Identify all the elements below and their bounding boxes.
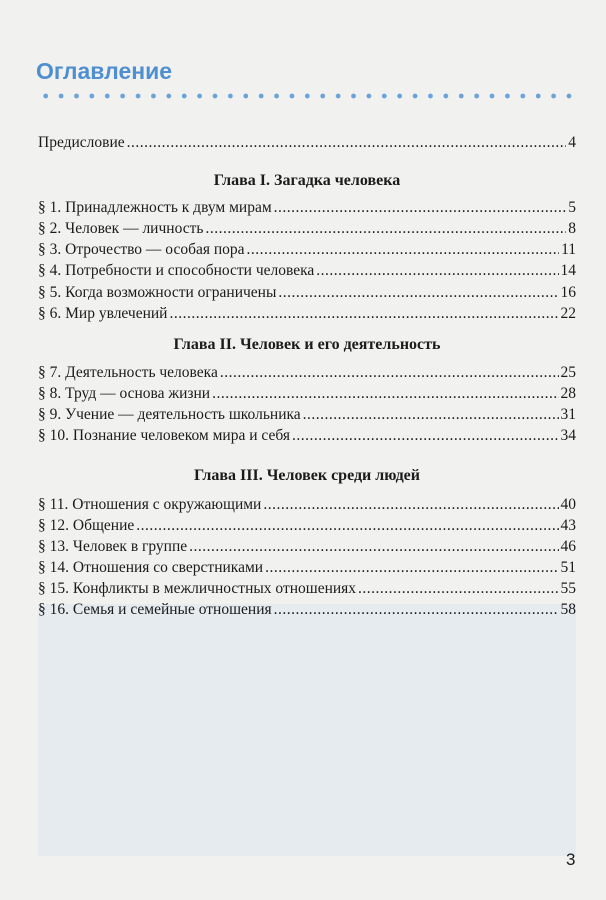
- toc-entry[interactable]: [38, 496, 576, 514]
- toc-entry-page: 14: [560, 262, 576, 279]
- dot-leader: [358, 580, 558, 598]
- toc-entry-page: 22: [560, 305, 576, 322]
- toc-entry-label: § 2. Человек — личность: [38, 220, 204, 237]
- dot-leader: [274, 199, 567, 217]
- toc-entry-label: § 13. Человек в группе: [38, 538, 188, 555]
- toc-entry-label: § 14. Отношения со сверстниками: [38, 559, 264, 576]
- toc-entry[interactable]: [38, 220, 576, 238]
- toc-entry-page: 16: [560, 284, 576, 301]
- toc-entry-label: § 10. Познание человеком мира и себя: [38, 427, 290, 444]
- toc-entry-page: 11: [561, 241, 576, 258]
- chapter-heading: Глава II. Человек и его деятельность: [173, 336, 441, 353]
- chapter-heading: Глава I. Загадка человека: [213, 172, 401, 189]
- toc-entry[interactable]: [38, 427, 576, 445]
- toc-entry-page: 25: [560, 364, 576, 381]
- dot-leader: [189, 538, 558, 556]
- dot-leader: [205, 220, 566, 238]
- toc-entry-page: 8: [568, 220, 576, 237]
- dot-leader: [169, 305, 558, 323]
- toc-entry[interactable]: [38, 262, 576, 280]
- toc-entry[interactable]: [38, 580, 576, 598]
- dotted-divider: [38, 93, 576, 99]
- toc-entry-label: § 5. Когда возможности ограничены: [38, 284, 277, 301]
- toc-entry[interactable]: [38, 241, 576, 259]
- toc-entry-preface[interactable]: [38, 134, 576, 152]
- dot-leader: [265, 559, 558, 577]
- toc-entry-label: Предисловие: [38, 134, 125, 151]
- dot-leader: [220, 364, 559, 382]
- toc-entry-label: § 7. Деятельность человека: [38, 364, 218, 381]
- toc-entry-label: § 9. Учение — деятельность школьника: [38, 406, 301, 423]
- toc-entry-page: 51: [560, 559, 576, 576]
- toc-entry[interactable]: [38, 284, 576, 302]
- toc-entry-page: 31: [560, 406, 576, 423]
- dot-leader: [274, 601, 559, 619]
- toc-entry-label: § 11. Отношения с окружающими: [38, 496, 262, 513]
- toc-entry-label: § 4. Потребности и способности человека: [38, 262, 315, 279]
- toc-entry-page: 28: [560, 385, 576, 402]
- toc-entry-label: § 12. Общение: [38, 517, 135, 534]
- dot-leader: [263, 496, 558, 514]
- toc-entry[interactable]: [38, 559, 576, 577]
- page-number: 3: [566, 850, 576, 869]
- toc-entry-label: § 8. Труд — основа жизни: [38, 385, 211, 402]
- toc-entry-page: 58: [560, 601, 576, 618]
- toc-entry-label: § 6. Мир увлечений: [38, 305, 168, 322]
- toc-entry[interactable]: [38, 601, 576, 619]
- dot-leader: [292, 427, 559, 445]
- toc-entry[interactable]: [38, 517, 576, 535]
- toc-entry-page: 4: [568, 134, 576, 151]
- dot-leader: [212, 385, 558, 403]
- dot-leader: [136, 517, 558, 535]
- background-panel: [38, 604, 576, 856]
- dot-leader: [127, 134, 567, 152]
- toc-entry[interactable]: [38, 364, 576, 382]
- toc-entry-page: 5: [568, 199, 576, 216]
- toc-entry[interactable]: [38, 199, 576, 217]
- toc-entry-label: § 15. Конфликты в межличностных отношениях: [38, 580, 357, 597]
- toc-entry-label: § 1. Принадлежность к двум мирам: [38, 199, 272, 216]
- chapter-heading: Глава III. Человек среди людей: [194, 467, 420, 484]
- toc-entry-page: 40: [560, 496, 576, 513]
- toc-entry[interactable]: [38, 538, 576, 556]
- toc-entry-page: 43: [560, 517, 576, 534]
- page-title: Оглавление: [36, 58, 173, 84]
- toc-entry[interactable]: [38, 305, 576, 323]
- toc-entry[interactable]: [38, 406, 576, 424]
- dot-leader: [303, 406, 559, 424]
- toc-entry-page: 55: [560, 580, 576, 597]
- toc-entry-label: § 16. Семья и семейные отношения: [38, 601, 272, 618]
- toc-entry-page: 34: [560, 427, 576, 444]
- toc-entry-page: 46: [560, 538, 576, 555]
- dot-leader: [278, 284, 558, 302]
- toc-entry[interactable]: [38, 385, 576, 403]
- dot-leader: [247, 241, 560, 259]
- toc-entry-label: § 3. Отрочество — особая пора: [38, 241, 245, 258]
- dot-leader: [316, 262, 558, 280]
